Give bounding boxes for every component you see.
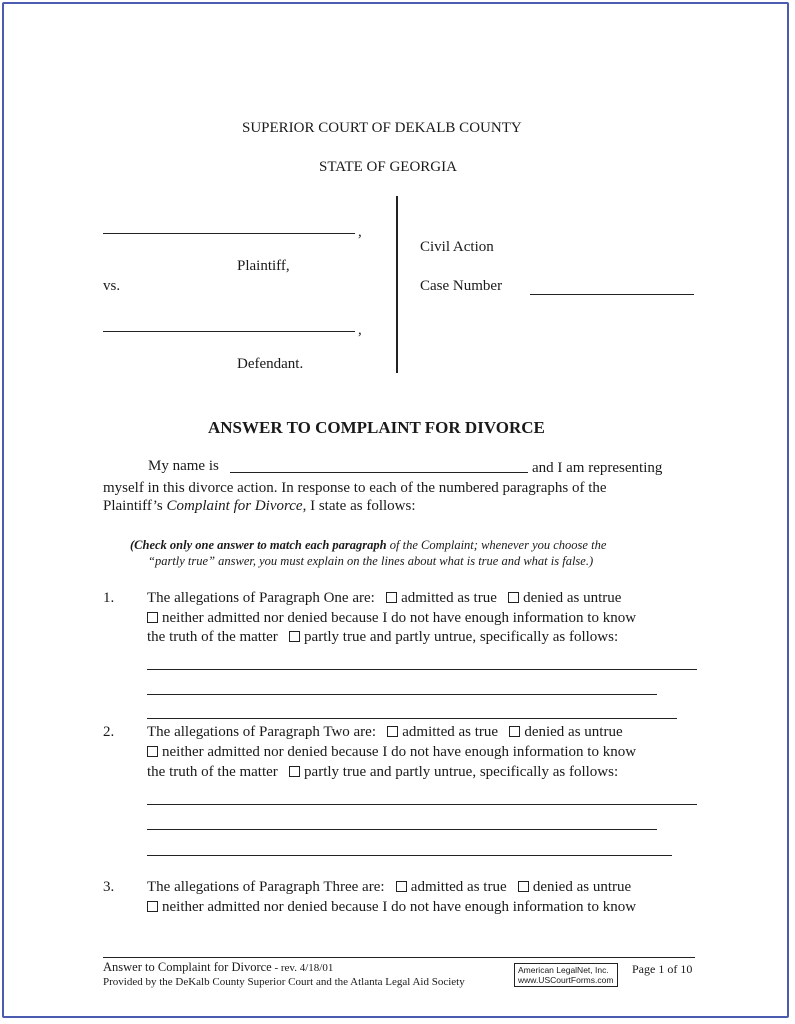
intro-line-3: Plaintiff’s Complaint for Divorce, I state as follows: [103, 498, 416, 514]
legalnet-stamp [514, 963, 618, 987]
paragraph-number: 3. [103, 879, 115, 895]
admitted-label: admitted as true [401, 590, 497, 606]
paragraph-row-1 [147, 724, 623, 741]
case-number-field[interactable] [530, 294, 694, 295]
document-title: ANSWER TO COMPLAINT FOR DIVORCE [208, 418, 545, 437]
admitted-label: admitted as true [402, 724, 499, 740]
footer-form-title: Answer to Complaint for Divorce - rev. 4/18/01 [103, 960, 334, 974]
neither-label: neither admitted nor denied because I do not have enough information to know [162, 610, 637, 626]
caption-divider [396, 196, 398, 373]
defendant-name-field[interactable] [103, 331, 355, 332]
neither-checkbox[interactable] [147, 746, 158, 757]
plaintiff-comma: , [358, 224, 362, 240]
neither-checkbox[interactable] [147, 901, 158, 912]
instruction-note-line-1: (Check only one answer to match each paragraph of the Complaint; whenever you choose the [130, 538, 607, 552]
stamp-line-1: American LegalNet, Inc. [518, 965, 609, 975]
stamp-line-2: www.USCourtForms.com [518, 975, 614, 985]
partly-true-checkbox[interactable] [289, 631, 300, 642]
admitted-checkbox[interactable] [386, 592, 397, 603]
intro-line-2: myself in this divorce action. In response to each of the numbered paragraphs of the [103, 480, 607, 496]
paragraph-row-2 [147, 610, 636, 627]
instruction-note-line-2: “partly true” answer, you must explain on the lines about what is true and what is false.) [148, 554, 594, 568]
explanation-line[interactable] [147, 718, 677, 719]
versus-label: vs. [103, 278, 121, 294]
admitted-checkbox[interactable] [387, 726, 398, 737]
denied-label: denied as untrue [532, 879, 632, 895]
paragraph-number: 1. [103, 590, 115, 606]
page-number: Page 1 of 10 [632, 962, 693, 976]
denied-label: denied as untrue [523, 590, 622, 606]
footer-provided-by: Provided by the DeKalb County Superior Court and the Atlanta Legal Aid Society [103, 976, 465, 988]
truth-prefix: the truth of the matter [147, 629, 278, 645]
civil-action-label: Civil Action [420, 239, 494, 255]
intro-name-suffix: and I am representing [532, 460, 663, 476]
admitted-label: admitted as true [410, 879, 507, 895]
defendant-label: Defendant. [237, 356, 304, 372]
paragraph-row-3 [147, 764, 618, 781]
explanation-line[interactable] [147, 855, 672, 856]
plaintiff-name-field[interactable] [103, 233, 355, 234]
my-name-field[interactable] [230, 472, 528, 473]
denied-checkbox[interactable] [518, 881, 529, 892]
paragraph-lead: The allegations of Paragraph One are: [147, 590, 375, 606]
paragraph-lead: The allegations of Paragraph Two are: [147, 724, 377, 740]
partly-true-checkbox[interactable] [289, 766, 300, 777]
paragraph-row-2 [147, 744, 636, 761]
truth-prefix: the truth of the matter [147, 764, 278, 780]
plaintiff-label: Plaintiff, [237, 258, 290, 274]
neither-label: neither admitted nor denied because I do not have enough information to know [162, 899, 637, 915]
paragraph-row-1 [147, 879, 631, 896]
partly-true-label: partly true and partly untrue, specifically as follows: [304, 629, 619, 645]
explanation-line[interactable] [147, 804, 697, 805]
paragraph-row-1 [147, 590, 621, 607]
court-state: STATE OF GEORGIA [319, 159, 457, 175]
explanation-line[interactable] [147, 694, 657, 695]
intro-name-prefix: My name is [148, 458, 219, 474]
explanation-line[interactable] [147, 829, 657, 830]
case-number-label: Case Number [420, 278, 503, 294]
partly-true-label: partly true and partly untrue, specifically as follows: [304, 764, 619, 780]
paragraph-number: 2. [103, 724, 115, 740]
court-name: SUPERIOR COURT OF DEKALB COUNTY [242, 120, 522, 136]
neither-label: neither admitted nor denied because I do not have enough information to know [162, 744, 637, 760]
footer-rule [103, 957, 695, 958]
explanation-line[interactable] [147, 669, 697, 670]
paragraph-row-2 [147, 899, 636, 916]
paragraph-row-3 [147, 629, 618, 646]
defendant-comma: , [358, 322, 362, 338]
admitted-checkbox[interactable] [396, 881, 407, 892]
paragraph-lead: The allegations of Paragraph Three are: [147, 879, 385, 895]
denied-checkbox[interactable] [509, 726, 520, 737]
denied-checkbox[interactable] [508, 592, 519, 603]
neither-checkbox[interactable] [147, 612, 158, 623]
denied-label: denied as untrue [524, 724, 623, 740]
